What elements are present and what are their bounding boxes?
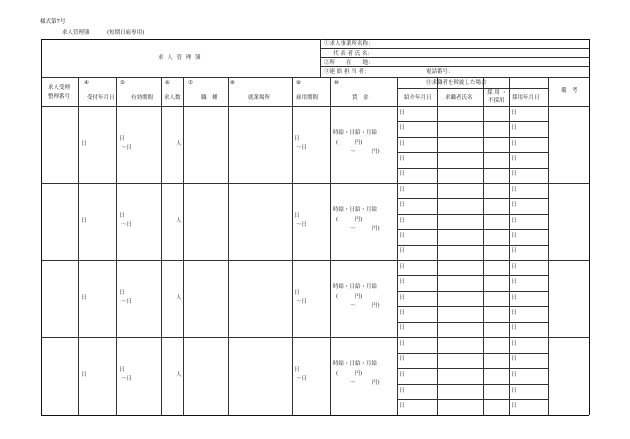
- wage-amount: ( 円): [336, 216, 363, 223]
- hire-date-mark: 日: [511, 403, 517, 409]
- referral-date-mark: 日: [399, 156, 405, 162]
- row-separator: [41, 337, 589, 338]
- column-separator: [161, 77, 162, 415]
- col-referral-group: ⑪求職者を斡旋した場合: [426, 80, 487, 86]
- employment-from: 日: [294, 367, 300, 373]
- employment-to: 〜日: [296, 376, 308, 382]
- column-separator: [228, 77, 229, 415]
- validity-to: 〜日: [121, 221, 133, 228]
- hire-date-mark: 日: [511, 310, 517, 316]
- hire-date-mark: 日: [511, 388, 517, 394]
- hire-date-mark: 日: [511, 218, 517, 224]
- wage-range: 〜 円): [350, 148, 380, 155]
- table-top-border: [41, 39, 589, 40]
- form-title: 求人管理簿: [62, 30, 90, 36]
- referral-date-mark: 日: [399, 295, 405, 301]
- sub-row-line: [397, 322, 548, 323]
- wage-types: 時給・日給・月給: [333, 283, 378, 290]
- accept-date-mark: 日: [81, 372, 87, 378]
- col-wage-num: ⑩: [334, 80, 339, 86]
- column-separator: [548, 77, 549, 415]
- referral-date-mark: 日: [399, 125, 405, 131]
- referral-date-mark: 日: [399, 248, 405, 254]
- employment-to: 〜日: [296, 221, 308, 228]
- column-separator: [292, 77, 293, 415]
- validity-from: 日: [119, 135, 125, 142]
- wage-range: 〜 円): [350, 380, 380, 386]
- sub-row-line: [397, 353, 548, 354]
- hire-date-mark: 日: [511, 156, 517, 162]
- referral-group-line: [397, 88, 548, 89]
- employment-to: 〜日: [296, 298, 308, 305]
- employment-from: 日: [294, 212, 300, 219]
- referral-date-mark: 日: [399, 233, 405, 239]
- col-wage-label: 賃 金: [352, 95, 369, 101]
- referral-date-mark: 日: [399, 141, 405, 147]
- referral-date-mark: 日: [399, 388, 405, 394]
- col-acceptdate-label: 受付年月日: [87, 95, 115, 101]
- hire-date-mark: 日: [511, 279, 517, 285]
- col-jobseeker-name: 求職者氏名: [445, 95, 473, 101]
- col-employment-num: ⑨: [296, 80, 301, 86]
- form-subtitle: (短期日雇専用): [107, 30, 145, 36]
- wage-amount: ( 円): [336, 139, 363, 146]
- hire-date-mark: 日: [511, 341, 517, 347]
- header-divider: [320, 39, 321, 77]
- employment-from: 日: [294, 289, 300, 296]
- col-hire-date: 採用年月日: [512, 95, 540, 101]
- hire-date-mark: 日: [511, 202, 517, 208]
- validity-to: 〜日: [121, 298, 133, 305]
- wage-amount: ( 円): [336, 293, 363, 300]
- row-separator: [41, 183, 589, 184]
- validity-to: 〜日: [121, 144, 133, 151]
- sub-row-line: [397, 368, 548, 369]
- col-receipt-no-label2: 整理番号: [48, 94, 71, 100]
- referral-date-mark: 日: [399, 403, 405, 409]
- col-hire-result-2: 不採用: [488, 98, 505, 104]
- referral-date-mark: 日: [399, 279, 405, 285]
- table-left-border: [41, 39, 42, 415]
- table-bottom-border: [41, 415, 589, 416]
- office-name-label: ①求人事業所名称：: [324, 41, 374, 47]
- persons-unit: 人: [176, 294, 182, 301]
- sub-row-line: [397, 399, 548, 400]
- sub-row-line: [397, 229, 548, 230]
- column-separator: [509, 77, 510, 415]
- wage-range: 〜 円): [350, 225, 380, 232]
- referral-date-mark: 日: [399, 264, 405, 270]
- referral-date-mark: 日: [399, 171, 405, 177]
- hire-date-mark: 日: [511, 325, 517, 331]
- accept-date-mark: 日: [81, 217, 87, 224]
- accept-date-mark: 日: [81, 140, 87, 147]
- column-separator: [330, 77, 331, 415]
- hire-date-mark: 日: [511, 141, 517, 147]
- sub-row-line: [397, 291, 548, 292]
- persons-unit: 人: [176, 217, 182, 224]
- column-separator: [116, 77, 117, 415]
- ledger-title: 求 人 管 理 簿: [158, 55, 202, 61]
- referral-date-mark: 日: [399, 218, 405, 224]
- col-receipt-no-label1: 求人受理: [48, 85, 71, 91]
- hire-date-mark: 日: [511, 110, 517, 116]
- representative-label: 代 表 者 氏 名：: [333, 51, 373, 57]
- referral-date-mark: 日: [399, 202, 405, 208]
- persons-unit: 人: [176, 140, 182, 147]
- sub-row-line: [397, 137, 548, 138]
- accept-date-mark: 日: [81, 294, 87, 301]
- col-workplace-num: ⑧: [230, 80, 235, 86]
- address-label: ②所 在 地：: [324, 60, 374, 66]
- header-field-line: [320, 48, 589, 49]
- sub-row-line: [397, 121, 548, 122]
- referral-date-mark: 日: [399, 325, 405, 331]
- header-bottom-line: [41, 77, 589, 78]
- phone-label: 電話番号：: [426, 69, 454, 75]
- col-hire-result-1: 採 用 ・: [487, 90, 507, 96]
- sub-row-line: [397, 152, 548, 153]
- column-separator: [437, 77, 438, 415]
- col-count-label: 求人数: [164, 95, 181, 101]
- sub-row-line: [397, 245, 548, 246]
- col-validity-num: ⑤: [120, 80, 125, 86]
- col-job-num: ⑦: [188, 80, 193, 86]
- table-right-border: [589, 39, 590, 415]
- hire-date-mark: 日: [511, 187, 517, 193]
- wage-amount: ( 円): [336, 371, 363, 377]
- hire-date-mark: 日: [511, 372, 517, 378]
- wage-types: 時給・日給・月給: [333, 361, 378, 367]
- col-workplace-label: 就業場所: [248, 95, 271, 101]
- validity-from: 日: [119, 289, 125, 296]
- hire-date-mark: 日: [511, 295, 517, 301]
- sub-row-line: [397, 306, 548, 307]
- sub-row-line: [397, 214, 548, 215]
- referral-date-mark: 日: [399, 110, 405, 116]
- referral-date-mark: 日: [399, 356, 405, 362]
- hire-date-mark: 日: [511, 233, 517, 239]
- sub-row-line: [397, 275, 548, 276]
- contact-person-label: ③連 絡 担 当 者：: [324, 69, 370, 75]
- column-separator: [183, 77, 184, 415]
- column-separator: [397, 77, 398, 415]
- hire-date-mark: 日: [511, 248, 517, 254]
- employment-from: 日: [294, 135, 300, 142]
- sub-row-line: [397, 384, 548, 385]
- referral-date-mark: 日: [399, 310, 405, 316]
- validity-from: 日: [119, 212, 125, 219]
- validity-from: 日: [119, 367, 125, 373]
- column-separator: [78, 77, 79, 415]
- hire-date-mark: 日: [511, 356, 517, 362]
- sub-row-line: [397, 168, 548, 169]
- row-separator: [41, 260, 589, 261]
- wage-types: 時給・日給・月給: [333, 206, 378, 213]
- hire-date-mark: 日: [511, 171, 517, 177]
- hire-date-mark: 日: [511, 125, 517, 131]
- wage-types: 時給・日給・月給: [333, 129, 378, 136]
- referral-date-mark: 日: [399, 187, 405, 193]
- referral-date-mark: 日: [399, 372, 405, 378]
- referral-date-mark: 日: [399, 341, 405, 347]
- validity-to: 〜日: [121, 376, 133, 382]
- col-job-label: 職 種: [201, 95, 218, 101]
- col-acceptdate-num: ④: [84, 80, 89, 86]
- hire-date-mark: 日: [511, 264, 517, 270]
- wage-range: 〜 円): [350, 302, 380, 309]
- form-number: 様式第7号: [40, 19, 66, 25]
- col-count-num: ⑥: [165, 80, 170, 86]
- col-employment-label: 雇用期間: [296, 95, 319, 101]
- column-separator: [483, 77, 484, 415]
- col-remarks-label: 備 考: [561, 88, 578, 94]
- persons-unit: 人: [176, 372, 182, 378]
- column-header-bottom-line: [41, 106, 589, 107]
- employment-to: 〜日: [296, 144, 308, 151]
- col-validity-label: 有効期間: [131, 95, 154, 101]
- sub-row-line: [397, 198, 548, 199]
- col-referral-date: 紹介年月日: [404, 95, 432, 101]
